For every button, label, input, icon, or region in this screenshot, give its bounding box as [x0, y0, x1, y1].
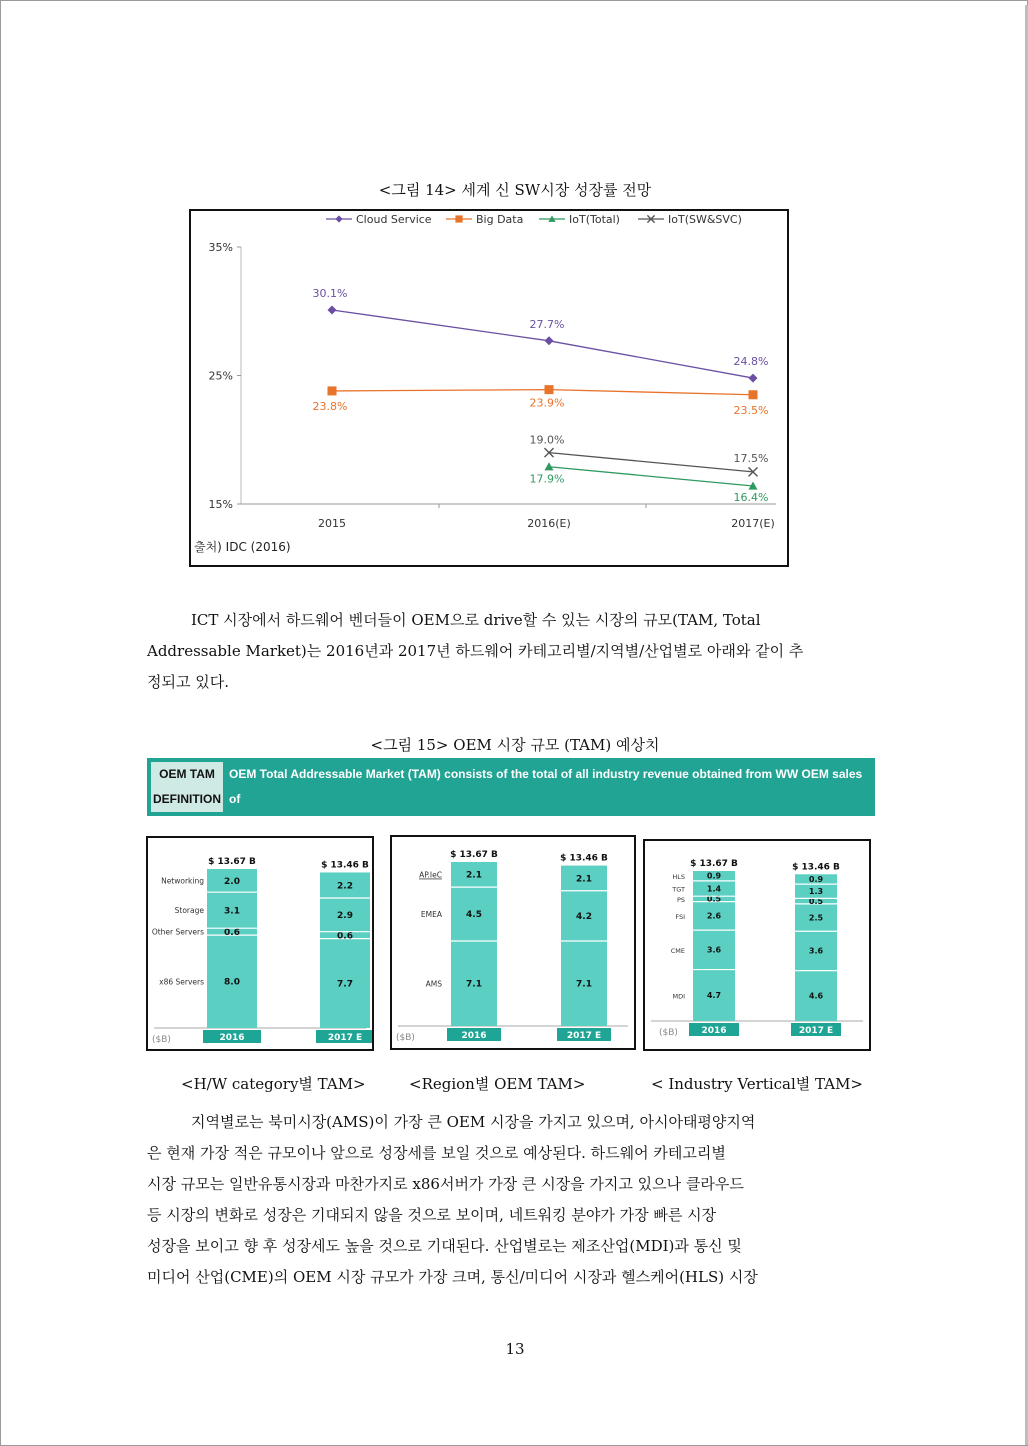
line-chart-sw-growth — [189, 209, 789, 567]
segment-value-label: 2.2 — [337, 881, 353, 892]
tam-label-line: OEM TAM — [159, 767, 215, 781]
segment-name-label: TGT — [672, 885, 685, 894]
bar-total-label: $ 13.46 B — [792, 862, 840, 873]
hw-category-subcaption: <H/W category별 TAM> — [181, 1075, 366, 1093]
paragraph-market-analysis — [147, 1107, 875, 1293]
segment-value-label: 2.1 — [466, 870, 482, 881]
region-bar-svg — [392, 837, 634, 1048]
bar-total-label: $ 13.46 B — [321, 860, 369, 871]
data-label: 24.8% — [733, 355, 769, 369]
tam-label-line: DEFINITION — [153, 792, 221, 806]
source-note: 출처) IDC (2016) — [194, 540, 291, 554]
bar-total-label: $ 13.67 B — [208, 857, 256, 867]
segment-name-label: FSI — [675, 912, 685, 921]
segment-value-label: 2.1 — [576, 874, 592, 885]
region-tam-panel — [390, 835, 636, 1050]
hw-category-tam-panel — [146, 836, 374, 1051]
segment-name-label: CME — [670, 946, 685, 955]
category-label: 2017 E — [798, 1026, 834, 1036]
category-label: 2016 — [461, 1031, 487, 1041]
paragraph-tam-intro — [147, 605, 875, 698]
category-label: 2016 — [219, 1033, 245, 1043]
data-point — [749, 390, 758, 399]
y-tick-label: 15% — [208, 498, 233, 511]
x-tick-label: 2017(E) — [731, 517, 775, 530]
data-label: 17.9% — [529, 472, 565, 486]
paragraph-line: 시장 규모는 일반유통시장과 마찬가지로 x86서버가 가장 큰 시장을 가지고 있으나 클라우드 — [147, 1175, 744, 1193]
segment-value-label: 8.0 — [224, 977, 240, 988]
industry-subcaption: < Industry Vertical별 TAM> — [651, 1075, 863, 1093]
page-number: 13 — [505, 1340, 525, 1358]
bar-stack — [207, 869, 257, 1028]
data-point — [328, 386, 337, 395]
segment-value-label: 7.7 — [337, 979, 353, 990]
segment-value-label: 3.6 — [706, 945, 722, 955]
x-tick-label: 2016(E) — [527, 517, 571, 530]
segment-name-label: Networking — [161, 876, 204, 886]
legend-label: Big Data — [476, 213, 524, 226]
segment-value-label: 7.1 — [576, 979, 592, 990]
x-tick-label: 2015 — [318, 517, 346, 530]
segment-value-label: 4.2 — [576, 912, 592, 923]
y-tick-label: 35% — [208, 241, 233, 254]
legend-label: Cloud Service — [356, 213, 432, 226]
bar-stack — [561, 866, 607, 1026]
paragraph-line: Addressable Market)는 2016년과 2017년 하드웨어 카테고리별/지역별/산업별로 아래와 같이 추 — [147, 642, 804, 660]
data-label: 23.8% — [312, 399, 348, 413]
paragraph-line: 은 현재 가장 적은 규모이나 앞으로 성장세를 보일 것으로 예상된다. 하드웨어 카테고리별 — [147, 1144, 726, 1162]
segment-name-label: PS — [676, 895, 685, 904]
data-point — [545, 336, 554, 345]
y-tick-label: 25% — [208, 369, 233, 383]
segment-value-label: 1.4 — [706, 884, 722, 894]
unit-label: ($B) — [396, 1033, 415, 1043]
segment-name-label: x86 Servers — [159, 977, 204, 987]
segment-value-label: 7.1 — [466, 979, 482, 990]
segment-value-label: 0.9 — [808, 875, 824, 885]
paragraph-line: 지역별로는 북미시장(AMS)이 가장 큰 OEM 시장을 가지고 있으며, 아시아태평양지역 — [191, 1113, 756, 1131]
segment-value-label: 0.5 — [706, 894, 722, 904]
segment-value-label: 0.5 — [808, 896, 824, 906]
data-label: 23.9% — [529, 396, 565, 410]
data-label: 16.4% — [733, 491, 769, 505]
data-point — [545, 462, 554, 470]
paragraph-line: ICT 시장에서 하드웨어 벤더들이 OEM으로 drive할 수 있는 시장의 규모(TAM, Total — [191, 611, 761, 629]
tam-definition-line: OEM Total Addressable Market (TAM) consists of the total of all industry revenue obtained from WW OEM sales of — [229, 767, 863, 806]
data-label: 17.5% — [733, 451, 769, 465]
legend-marker — [455, 215, 462, 222]
data-point — [545, 385, 554, 394]
data-point — [749, 374, 758, 383]
industry-vertical-tam-panel — [643, 839, 871, 1051]
bar-total-label: $ 13.67 B — [450, 850, 498, 860]
paragraph-line: 등 시장의 변화로 성장은 기대되지 않을 것으로 보이며, 네트워킹 분야가 가장 빠른 시장 — [147, 1206, 717, 1224]
industry-bar-svg — [645, 841, 869, 1049]
category-label: 2016 — [701, 1026, 727, 1036]
segment-value-label: 4.6 — [808, 991, 824, 1001]
segment-value-label: 2.0 — [224, 876, 240, 887]
bar-total-label: $ 13.46 B — [560, 853, 608, 864]
segment-value-label: 3.6 — [808, 946, 824, 956]
tam-definition-label — [151, 762, 223, 812]
segment-name-label: HLS — [672, 872, 685, 881]
segment-name-label: AP.IeC — [419, 870, 442, 880]
legend-marker — [335, 215, 342, 222]
paragraph-line: 성장을 보이고 향 후 성장세도 높을 것으로 기대된다. 산업별로는 제조산업(MDI)과 통신 및 — [147, 1237, 742, 1255]
series-line — [332, 390, 753, 395]
segment-value-label: 2.9 — [337, 910, 353, 921]
segment-value-label: 2.6 — [706, 911, 722, 921]
data-label: 19.0% — [529, 433, 565, 447]
paragraph-line: 미디어 산업(CME)의 OEM 시장 규모가 가장 크며, 통신/미디어 시장과 헬스케어(HLS) 시장 — [147, 1268, 758, 1286]
segment-name-label: Other Servers — [151, 927, 204, 937]
segment-name-label: EMEA — [420, 910, 442, 920]
line-chart-svg — [191, 211, 787, 565]
figure-14-caption: <그림 14> 세계 신 SW시장 성장률 전망 — [378, 181, 652, 199]
segment-value-label: 1.3 — [808, 887, 824, 897]
segment-name-label: MDI — [672, 992, 685, 1001]
segment-value-label: 0.6 — [224, 927, 240, 938]
figure-15-caption: <그림 15> OEM 시장 규모 (TAM) 예상치 — [370, 736, 660, 754]
data-label: 23.5% — [733, 403, 769, 417]
data-label: 30.1% — [312, 286, 348, 300]
category-label: 2017 E — [327, 1033, 363, 1043]
category-label: 2017 E — [566, 1031, 602, 1041]
tam-definition-text — [229, 762, 869, 837]
tam-definition-line: Servers (Other Servers and x86), a portion of WhiteBox, Storage & Networking — [229, 817, 676, 831]
hw-category-bar-svg — [148, 838, 372, 1049]
segment-value-label: 2.5 — [808, 913, 824, 923]
segment-value-label: 4.7 — [706, 991, 722, 1001]
tam-definition-banner — [147, 758, 875, 831]
unit-label: ($B) — [152, 1035, 171, 1045]
bar-stack — [320, 872, 370, 1028]
segment-name-label: AMS — [425, 979, 442, 989]
data-label: 27.7% — [529, 317, 565, 331]
region-subcaption: <Region별 OEM TAM> — [409, 1075, 586, 1093]
legend-label: IoT(Total) — [569, 213, 620, 226]
segment-value-label: 0.9 — [706, 871, 722, 881]
segment-value-label: 3.1 — [224, 906, 240, 917]
segment-value-label: 0.6 — [337, 931, 353, 942]
segment-value-label: 4.5 — [466, 910, 482, 921]
segment-name-label: Storage — [174, 906, 204, 916]
legend-label: IoT(SW&SVC) — [668, 213, 742, 226]
unit-label: ($B) — [659, 1028, 678, 1038]
bar-total-label: $ 13.67 B — [690, 859, 738, 869]
data-point — [328, 305, 337, 314]
paragraph-line: 정되고 있다. — [147, 673, 229, 691]
